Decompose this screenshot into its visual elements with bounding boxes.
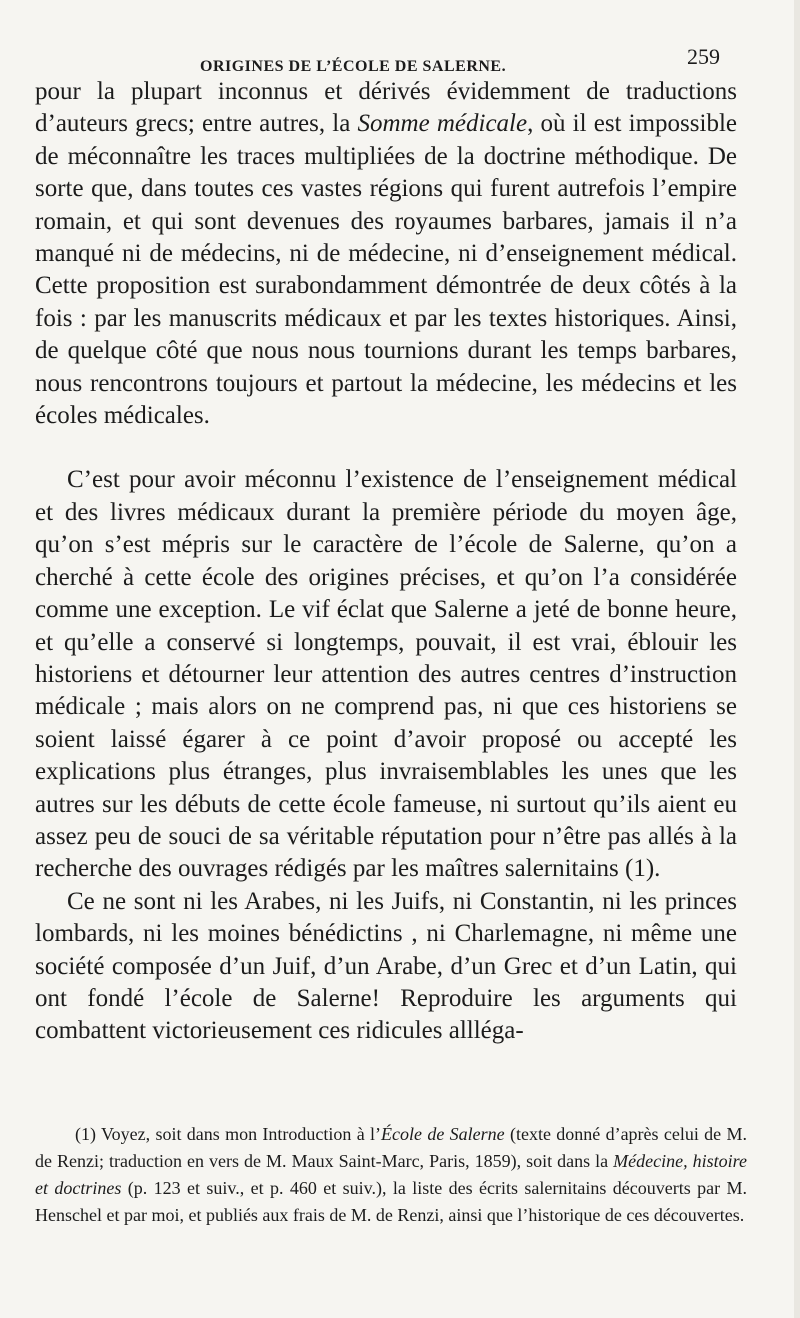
running-title: ORIGINES DE L’ÉCOLE DE SALERNE. [200, 58, 507, 75]
paragraph-1-text-b: , où il est impossible de méconnaître les traces multipliées de la doctrine méthodique. De sorte que, dans toutes ces vastes régions qui furent autrefois l’empire romain, et qui sont devenues des royaumes barbares, jamais il n’a manqué ni de médecins, ni de médecine, ni d’enseignement médical. Cette proposition est surabondamment démontrée de deux côtés à la fois : par les manuscrits médicaux et par les textes historiques. Ainsi, de quelque côté que nous nous tournions durant les temps barbares, nous rencontrons toujours et partout la médecine, les médecins et les écoles médicales. [35, 110, 737, 430]
footnote-text [35, 1121, 747, 1229]
page-edge-shadow [794, 0, 800, 1318]
book-title-somme-medicale: Somme médicale [357, 110, 528, 138]
footnote-part-2: (texte donné d’après celui de M. de Renzi; traduction en vers de M. Maux Saint-Marc, Paris, 1859), soit dans la [35, 1124, 747, 1171]
footnote-title-medecine: Médecine, histoire et doctrines [35, 1151, 747, 1198]
footnote-part-3: (p. 123 et suiv., et p. 460 et suiv.), la liste des écrits salernitains découverts par M. Henschel et par moi, et publiés aux frais de M. de Renzi, ainsi que l’historique de ces découvertes. [35, 1178, 747, 1225]
paragraph-2: C’est pour avoir méconnu l’existence de l’enseignement médical et des livres médicaux durant la première période du moyen âge, qu’on s’est mépris sur le caractère de l’école de Salerne, qu’on a cherché à cette école des origines précises, et qu’on l’a considérée comme une exception. Le vif éclat que Salerne a jeté de bonne heure, et qu’elle a conservé si longtemps, pouvait, il est vrai, éblouir les historiens et détourner leur attention des autres centres d’instruction médicale ; mais alors on ne comprend pas, ni que ces historiens se soient laissé égarer à ce point d’avoir proposé ou accepté les explications plus étranges, plus invraisemblables les unes que les autres sur les débuts de cette école fameuse, ni surtout qu’ils aient eu assez peu de souci de sa véritable réputation pour n’être pas allés à la recherche des ouvrages rédigés par les maîtres salernitains (1). [35, 466, 737, 883]
paragraph-3: Ce ne sont ni les Arabes, ni les Juifs, ni Constantin, ni les princes lombards, ni les moines bénédictins , ni Charlemagne, ni même une société composée d’un Juif, d’un Arabe, d’un Grec et d’un Latin, qui ont fondé l’école de Salerne! Reproduire les arguments qui combattent victorieusement ces ridicules allléga- [35, 887, 737, 1045]
paragraph-1-text-a: d’auteurs grecs; entre autres, la [35, 110, 358, 138]
footnote-part-1: (1) Voyez, soit dans mon Introduction à l’ [75, 1124, 382, 1144]
paragraph-1-line-1: pour la plupart inconnus et dérivés évidemment de traductions [35, 78, 737, 105]
page-number: 259 [687, 44, 720, 69]
main-text [35, 76, 737, 1048]
footnote-title-ecole: École de Salerne [381, 1124, 505, 1144]
paragraph-1 [35, 76, 737, 432]
footnote [35, 1121, 747, 1229]
